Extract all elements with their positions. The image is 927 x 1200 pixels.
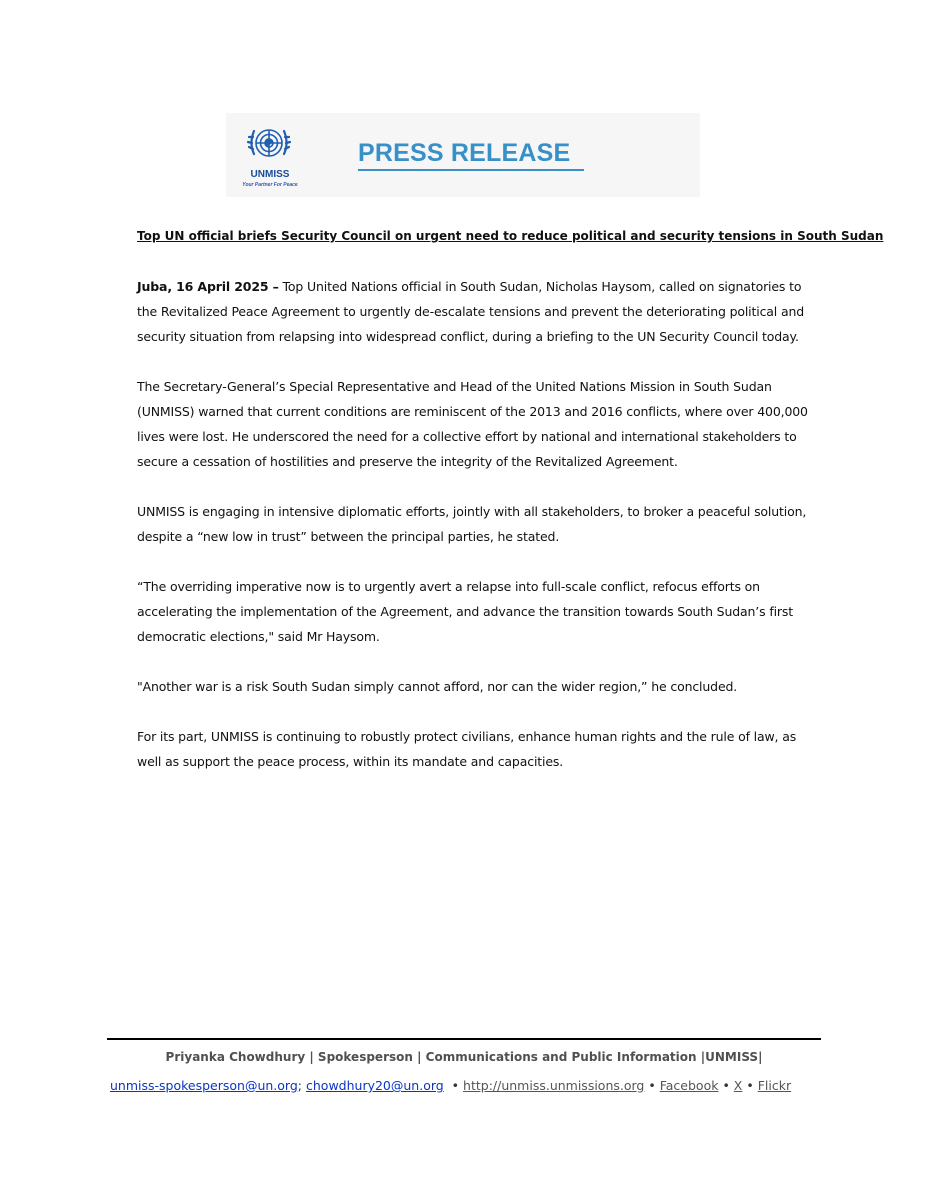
headline: Top UN official briefs Security Council on urgent need to reduce political and security tensions in South Sudan xyxy=(137,229,884,243)
paragraph-4: “The overriding imperative now is to urgently avert a relapse into full-scale conflict, refocus efforts on accelerating the implementation of the Agreement, and advance the transition towards South Sudan’s first democratic elections," said Mr Haysom. xyxy=(137,579,793,644)
org-name: UNMISS xyxy=(250,169,290,180)
footer-contact: Priyanka Chowdhury | Spokesperson | Communications and Public Information |UNMISS| xyxy=(165,1050,763,1064)
facebook-link[interactable]: Facebook xyxy=(659,1078,719,1093)
footer-links xyxy=(110,1078,824,1093)
footer-divider xyxy=(107,1038,821,1040)
title-underline xyxy=(358,169,584,171)
org-tagline: Your Partner For Peace xyxy=(242,182,298,188)
press-release-banner xyxy=(226,113,700,197)
press-release-title: PRESS RELEASE xyxy=(358,139,571,167)
paragraph-2: The Secretary-General’s Special Representative and Head of the United Nations Mission in South Sudan (UNMISS) warned that current conditions are reminiscent of the 2013 and 2016 conflicts, where over 400,000 lives were lost. He underscored the need for a collective effort by national and international stakeholders to secure a cessation of hostilities and preserve the integrity of the Revitalized Agreement. xyxy=(137,379,808,469)
bullet-1: • xyxy=(451,1078,460,1093)
paragraph-1-text: Top United Nations official in South Sudan, Nicholas Haysom, called on signatories to the Revitalized Peace Agreement to urgently de-escalate tensions and prevent the deteriorating political and security situation from relapsing into widespread conflict, during a briefing to the UN Security Council today. xyxy=(137,279,805,344)
bullet-2: • xyxy=(648,1078,656,1093)
bullet-4: • xyxy=(746,1078,754,1093)
un-emblem-icon xyxy=(244,119,294,169)
paragraph-1 xyxy=(137,274,809,349)
paragraph-5: "Another war is a risk South Sudan simply cannot afford, nor can the wider region,” he concluded. xyxy=(137,679,738,694)
paragraph-3: UNMISS is engaging in intensive diplomatic efforts, jointly with all stakeholders, to broker a peaceful solution, despite a “new low in trust” between the principal parties, he stated. xyxy=(137,504,807,544)
email-link-spokesperson[interactable]: unmiss-spokesperson@un.org xyxy=(110,1078,298,1093)
x-link[interactable]: X xyxy=(733,1078,743,1093)
flickr-link[interactable]: Flickr xyxy=(757,1078,792,1093)
article-body xyxy=(137,274,809,799)
dateline: Juba, 16 April 2025 – xyxy=(137,279,279,294)
website-link[interactable]: http://unmiss.unmissions.org xyxy=(463,1078,645,1093)
bullet-3: • xyxy=(722,1078,730,1093)
email-link-chowdhury[interactable]: chowdhury20@un.org xyxy=(306,1078,444,1093)
email-separator: ; xyxy=(297,1078,303,1093)
paragraph-6: For its part, UNMISS is continuing to robustly protect civilians, enhance human rights and the rule of law, as well as support the peace process, within its mandate and capacities. xyxy=(137,729,797,769)
